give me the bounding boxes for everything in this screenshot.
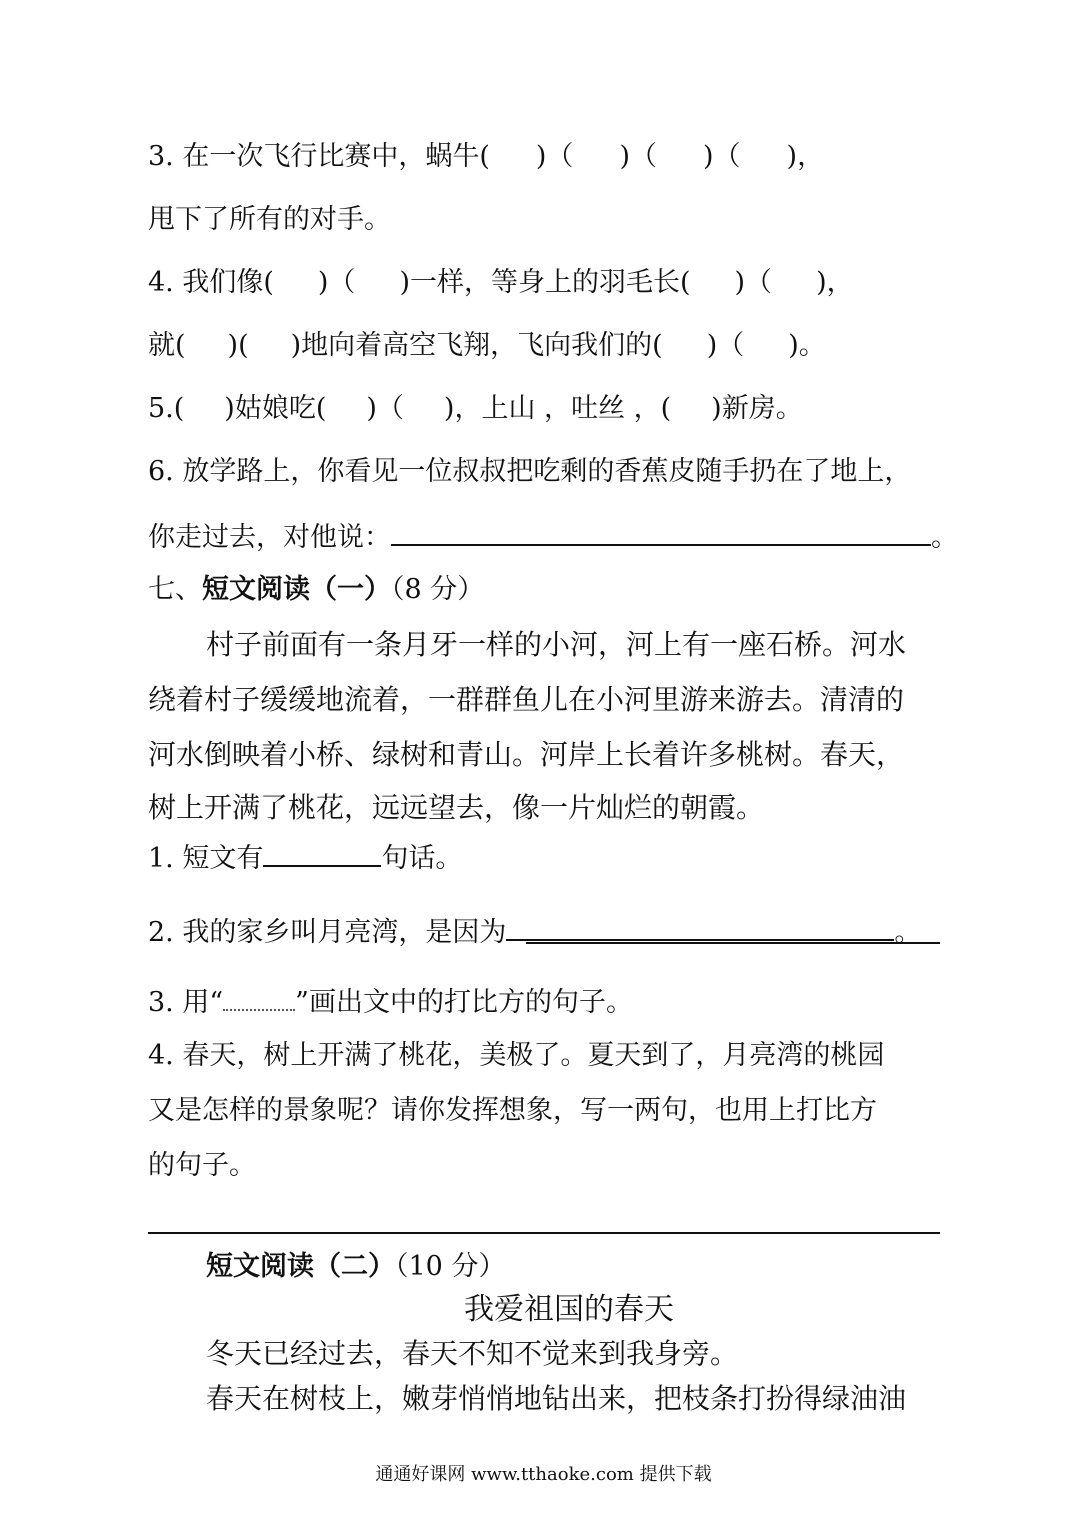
s7-q3: 3. 用“ ”画出文中的打比方的句子。 bbox=[148, 987, 633, 1018]
s7-q1-blank[interactable] bbox=[263, 839, 381, 867]
s7-q2-blank[interactable] bbox=[506, 913, 894, 941]
passage-line-3: 河水倒映着小桥、绿树和青山。河岸上长着许多桃树。春天， bbox=[148, 738, 905, 771]
q4-line1: 4. 我们像( )（ )一样，等身上的羽毛长( )（ )， bbox=[148, 267, 854, 298]
section8-heading: 短文阅读（二）（10 分） bbox=[206, 1251, 506, 1282]
q6-answer-blank[interactable] bbox=[391, 518, 931, 546]
s7-q2: 2. 我的家乡叫月亮湾，是因为 。 bbox=[148, 913, 921, 950]
s7-q4-line1: 4. 春天，树上开满了桃花，美极了。夏天到了，月亮湾的桃园 bbox=[148, 1040, 885, 1071]
s7-q2-underline bbox=[526, 942, 940, 944]
section8-title: 我爱祖国的春天 bbox=[464, 1292, 674, 1327]
q5-line: 5.( )姑娘吃( )（ )，上山 ，吐丝 ，( )新房。 bbox=[148, 393, 803, 424]
section7-heading: 七、短文阅读（一）（8 分） bbox=[148, 574, 485, 605]
q6-line2: 你走过去，对他说： 。 bbox=[148, 518, 958, 555]
section8-line-1: 冬天已经过去，春天不知不觉来到我身旁。 bbox=[206, 1337, 739, 1370]
q4-line2: 就( )( )地向着高空飞翔，飞向我们的( )（ )。 bbox=[148, 330, 826, 361]
q3-line1: 3. 在一次飞行比赛中，蜗牛( )（ )（ )（ )， bbox=[148, 141, 825, 172]
passage-line-2: 绕着村子缓缓地流着，一群群鱼儿在小河里游来游去。清清的 bbox=[148, 683, 905, 716]
passage-line-4: 树上开满了桃花，远远望去，像一片灿烂的朝霞。 bbox=[148, 791, 765, 824]
s7-q4-line3: 的句子。 bbox=[148, 1150, 256, 1181]
passage-line-1: 村子前面有一条月牙一样的小河，河上有一座石桥。河水 bbox=[206, 628, 907, 661]
footer: 通通好课网 www.tthaoke.com 提供下载 bbox=[375, 1464, 712, 1485]
s7-q4-line2: 又是怎样的景象呢？请你发挥想象，写一两句，也用上打比方 bbox=[148, 1095, 877, 1126]
wavy-underline-mark bbox=[223, 989, 295, 1011]
q6-line1: 6. 放学路上，你看见一位叔叔把吃剩的香蕉皮随手扔在了地上， bbox=[148, 456, 912, 487]
s7-q1: 1. 短文有 句话。 bbox=[148, 839, 462, 876]
answer-line[interactable] bbox=[148, 1232, 940, 1234]
q3-line2: 甩下了所有的对手。 bbox=[148, 204, 391, 235]
section8-line-2: 春天在树枝上，嫩芽悄悄地钻出来，把枝条打扮得绿油油 bbox=[206, 1382, 907, 1415]
